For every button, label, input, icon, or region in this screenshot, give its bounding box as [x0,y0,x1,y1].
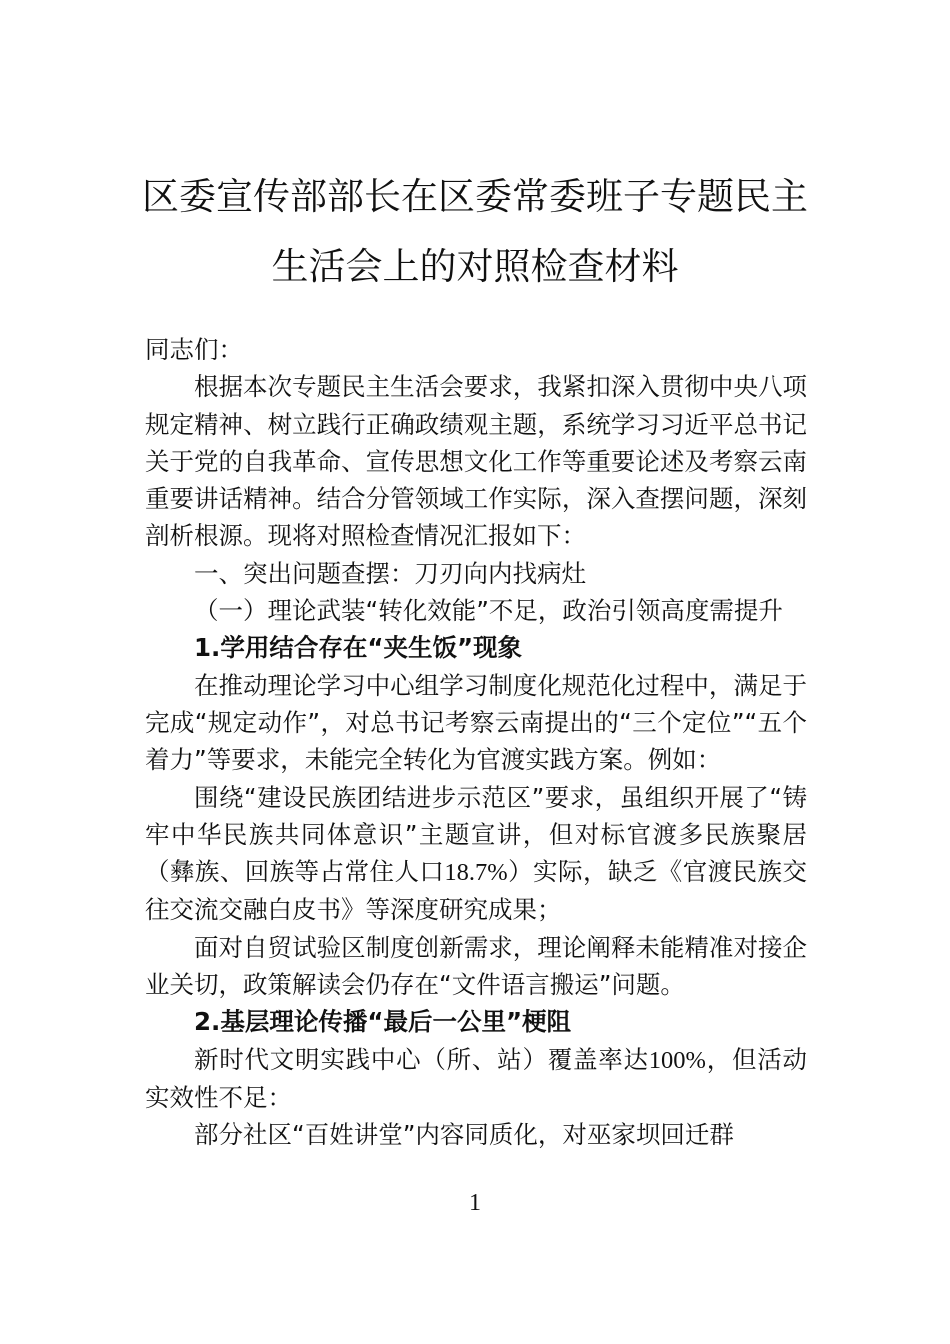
page-number: 1 [469,1190,481,1216]
paragraph-6: 部分社区“百姓讲堂”内容同质化，对巫家坝回迁群 [194,1120,734,1150]
subsection-heading-1: （一）理论武装“转化效能”不足，政治引领高度需提升 [194,596,783,626]
paragraph-3-part-a: 围绕“建设民族团结进步示范区”要求，虽组织开展了“铸牢中华民族共同体意识”主题宣讲，但对标官渡多民族聚居（彝族、回族等占常住人口 [145,782,807,887]
section-heading-1: 一、突出问题查摆：刀刃向内找病灶 [194,558,586,588]
paragraph-5-part-b: ，但活动实效性不足： [145,1044,808,1112]
paragraph-3 [145,779,807,929]
paragraph-5 [145,1041,807,1117]
intro-paragraph: 根据本次专题民主生活会要求，我紧扣深入贯彻中央八项规定精神、树立践行正确政绩观主题，系统学习习近平总书记关于党的自我革命、宣传思想文化工作等重要论述及考察云南重要讲话精神。结合分管领域工作实际，深入查摆问题，深刻剖析根源。现将对照检查情况汇报如下： [145,372,807,551]
document-title-line-2: 生活会上的对照检查材料 [271,245,679,288]
paragraph-5-part-a: 新时代文明实践中心（所、站）覆盖率达 [194,1044,649,1074]
paragraph-3-part-b: ）实际，缺乏《官渡民族交往交流交融白皮书》等深度研究成果； [145,857,808,925]
document-body [145,331,807,1154]
salutation: 同志们： [145,335,243,364]
paragraph-2: 在推动理论学习中心组学习制度化规范化过程中，满足于完成“规定动作”，对总书记考察云南提出的“三个定位”“五个着力”等要求，未能完全转化为官渡实践方案。例如： [145,670,807,775]
item-heading-2: 2.基层理论传播“最后一公里”梗阻 [194,1007,572,1037]
document-title-line-1: 区委宣传部部长在区委常委班子专题民主 [142,175,808,218]
item-heading-1: 1.学用结合存在“夹生饭”现象 [194,633,523,663]
paragraph-4: 面对自贸试验区制度创新需求，理论阐释未能精准对接企业关切，政策解读会仍存在“文件语言搬运”问题。 [145,932,807,1000]
coverage-percentage: 100% [648,1046,706,1074]
ethnic-percentage: 18.7% [444,859,508,887]
